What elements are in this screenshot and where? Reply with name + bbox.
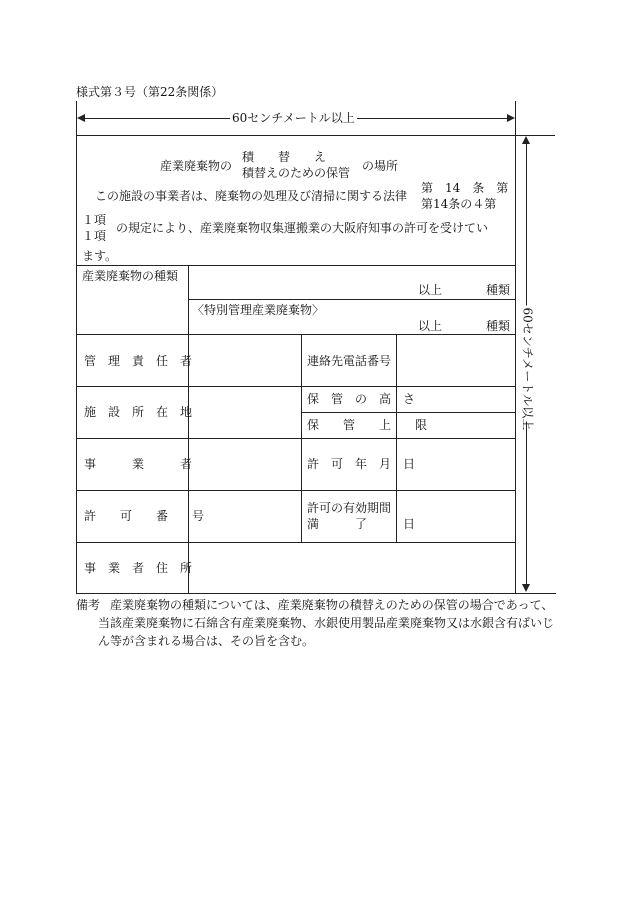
statement-line3: ます。	[82, 249, 118, 263]
statement-line2: の規定により、産業廃棄物収集運搬業の大阪府知事の許可を受けてい	[116, 221, 489, 235]
table-left-border	[76, 135, 77, 594]
form-number: 様式第３号（第22条関係）	[76, 85, 224, 99]
table-bottom-border	[76, 593, 556, 594]
row-line-storage-split	[301, 412, 516, 413]
row-line-permit-top	[76, 490, 516, 491]
waste-type-label: 産業廃棄物の種類	[82, 269, 179, 283]
statement-article-a: 第 14 条 第	[421, 181, 509, 195]
contact-label: 連絡先電話番号	[307, 354, 392, 368]
row-line-location-top	[76, 386, 516, 387]
business-value[interactable]	[190, 441, 298, 487]
width-guide-right-arrow	[507, 114, 515, 122]
note-line1: 産業廃棄物の種類については、産業廃棄物の積替えのための保管の場合であって、	[110, 598, 554, 612]
permit-no-label: 許 可 番 号	[84, 509, 205, 523]
storage-limit-label: 保 管 上 限	[307, 418, 428, 432]
col-line-label	[188, 265, 189, 594]
height-label: 60センチメートル以上	[518, 306, 539, 422]
storage-height-label: 保 管 の 高 さ	[307, 392, 416, 406]
note-line3: ん等が含まれる場合は、その旨を含む。	[98, 634, 315, 648]
row-line-business-top	[76, 438, 516, 439]
contact-value[interactable]	[398, 337, 512, 383]
title-line1: 積 替 え	[242, 150, 327, 164]
note-line2: 当該産業廃棄物に石綿含有産業廃棄物、水銀使用製品産業廃棄物又は水銀含有ばいじ	[98, 616, 555, 630]
statement-line1: この施設の事業者は、廃棄物の処理及び清掃に関する法律	[95, 189, 408, 203]
storage-height-value[interactable]	[398, 389, 512, 409]
title-line2: 積替えのための保管	[242, 166, 351, 180]
permit-date-value[interactable]	[398, 441, 512, 487]
validity-label-2: 満 了 日	[307, 517, 416, 531]
special-kinds: 種類	[486, 319, 511, 333]
col-line-mid	[301, 334, 302, 542]
business-label: 事 業 者	[84, 457, 193, 471]
width-guide-left-arrow	[77, 114, 85, 122]
validity-value[interactable]	[398, 493, 512, 539]
col-line-value2	[396, 334, 397, 542]
location-label: 施 設 所 在 地	[84, 405, 193, 419]
waste-kinds: 種類	[486, 283, 511, 297]
row-line-manager-top	[76, 334, 516, 335]
height-guide-top-arrow	[522, 136, 530, 144]
row-line-waste-top	[76, 265, 516, 266]
statement-article-b: 第14条の４第	[421, 197, 497, 211]
height-guide-top-tick	[515, 135, 555, 136]
special-waste-label: 〈特別管理産業廃棄物〉	[192, 303, 325, 317]
permit-no-value[interactable]	[190, 493, 298, 539]
note-label: 備考	[76, 598, 101, 612]
title-prefix: 産業廃棄物の	[160, 159, 233, 173]
height-guide-bottom-arrow	[522, 584, 530, 592]
statement-para-a: １項	[82, 213, 107, 227]
location-value[interactable]	[190, 389, 298, 435]
row-line-special	[188, 299, 516, 300]
manager-label: 管 理 責 任 者	[84, 354, 193, 368]
storage-limit-value[interactable]	[398, 415, 512, 435]
row-line-address-top	[76, 542, 516, 543]
title-suffix: の場所	[362, 159, 399, 173]
width-label: 60センチメートル以上	[232, 111, 355, 125]
table-right-border	[515, 135, 516, 594]
special-above: 以上	[418, 319, 443, 333]
address-label: 事 業 者 住 所	[84, 561, 193, 575]
address-value[interactable]	[190, 545, 512, 590]
width-guide-right-tick	[515, 101, 516, 135]
statement-para-b: １項	[82, 229, 107, 243]
validity-label-1: 許可の有効期間	[307, 501, 392, 515]
permit-date-label: 許 可 年 月 日	[307, 457, 416, 471]
manager-value[interactable]	[190, 337, 298, 383]
waste-above: 以上	[418, 283, 443, 297]
table-top-border	[76, 135, 516, 136]
